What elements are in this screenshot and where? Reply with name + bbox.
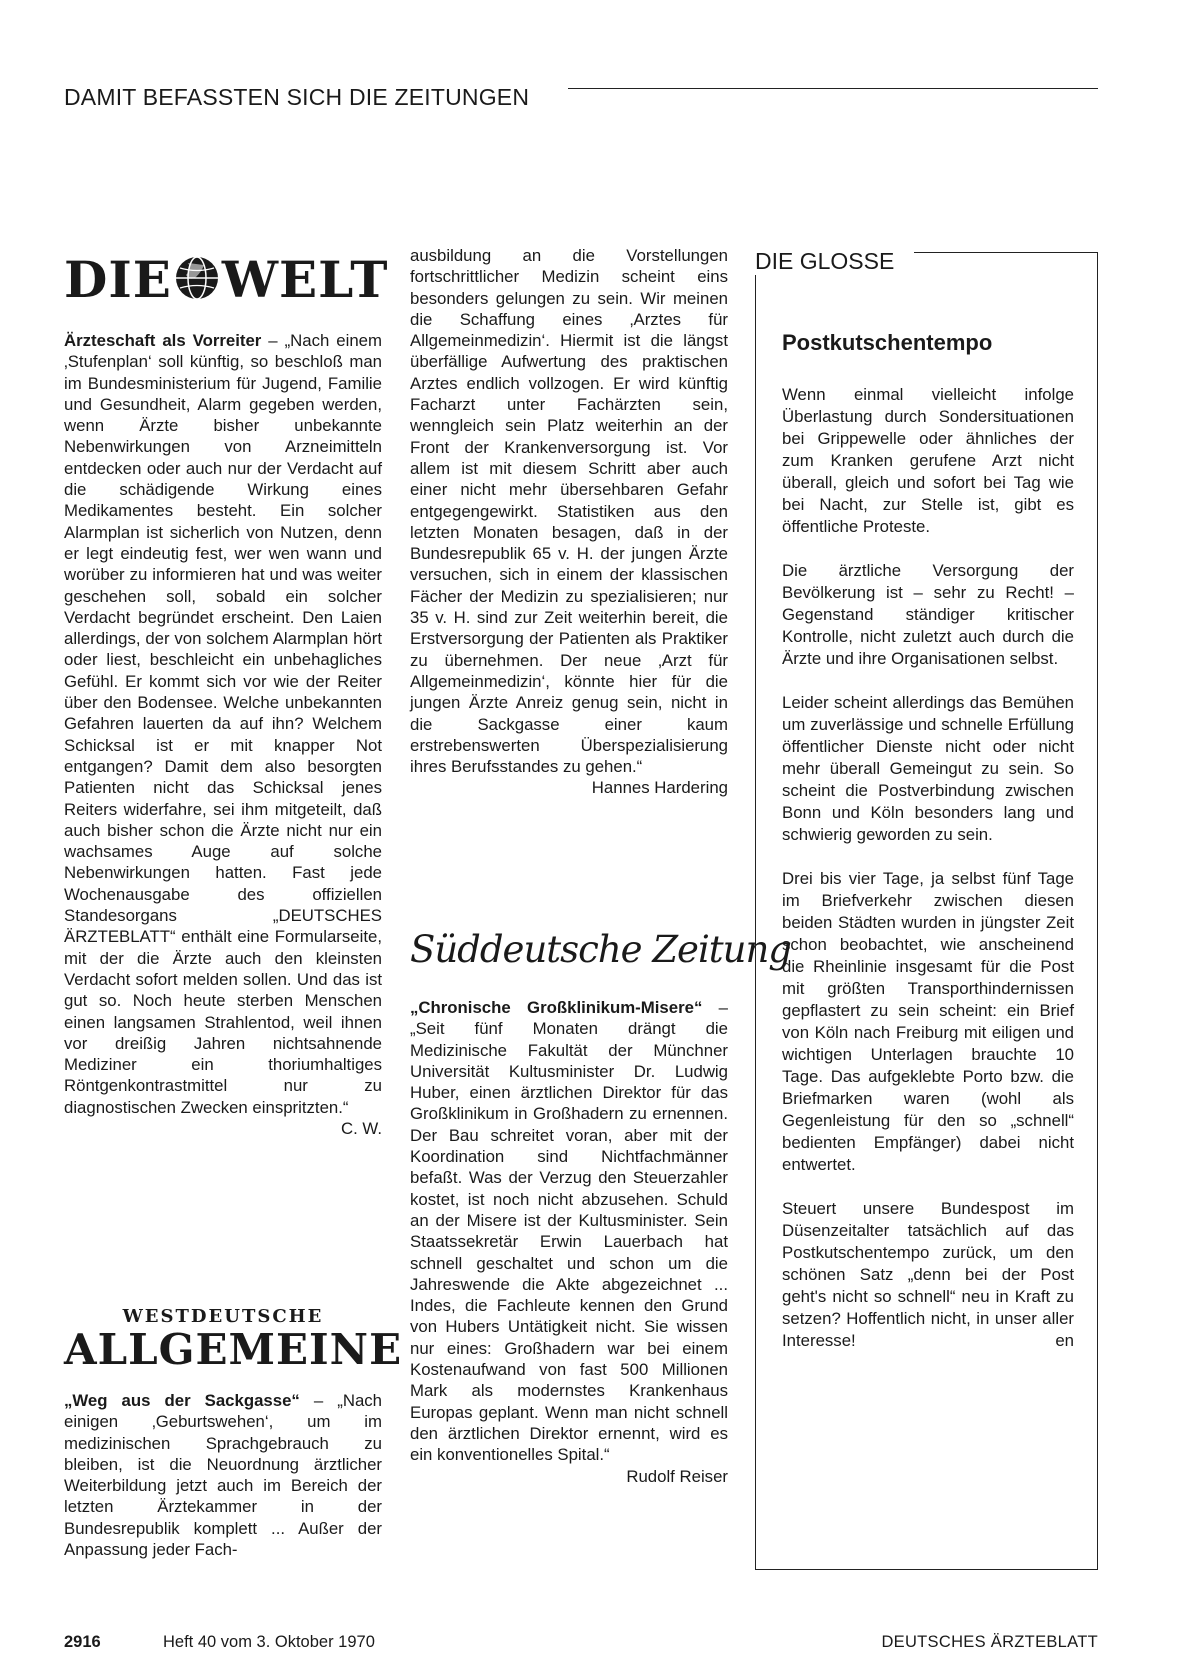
welt-article bbox=[64, 330, 382, 1139]
glosse-paragraph: Drei bis vier Tage, ja selbst fünf Tage im Briefverkehr zwischen diesen beiden Städten wurden in jüngster Zeit schon beobachtet, wie anscheinend die Rheinlinie insgesamt für die Post mit größten Transporthindernissen gepflastert zu sein scheint: ein Brief von Köln nach Freiburg mit eiligen und wichtigen Unterlagen brauchte 10 Tage. Das aufgeklebte Porto bzw. die Briefmarken waren (wohl als Gegenleistung für den so „schnell“ bedienten Empfänger) dabei nicht entwertet. bbox=[782, 869, 1074, 1174]
footer-page-number: 2916 bbox=[64, 1633, 101, 1651]
die-welt-logo bbox=[64, 250, 389, 310]
waz-article-body-1: – „Nach einigen ‚Geburtswehen‘, um im medizinischen Sprachgebrauch zu bleiben, ist die Neuordnung ärztlicher Weiterbildung jetzt auch im Bereich der letzten Ärztekammer in der Bundesrepublik komplett ... Außer der Anpassung jeder Fach- bbox=[64, 1391, 382, 1560]
section-header: DAMIT BEFASSTEN SICH DIE ZEITUNGEN bbox=[64, 84, 530, 110]
footer-issue: Heft 40 vom 3. Oktober 1970 bbox=[163, 1633, 375, 1651]
waz-logo-main: ALLGEMEINE bbox=[64, 1325, 403, 1374]
sueddeutsche-zeitung-logo: Süddeutsche Zeitung bbox=[410, 928, 791, 971]
waz-article-part1 bbox=[64, 1390, 382, 1560]
waz-article-body-2: ausbildung an die Vorstellungen fortschrittlicher Medizin scheint eins besonders gelungen zu sein. Wir meinen die Schaffung eines ‚Arztes für Allgemeinmedizin‘. Hiermit ist die längst überfällige Aufwertung des praktischen Arztes endlich vollzogen. Er wird künftig Facharzt unter Fachärzten sein, wenngleich sein Platz weiterhin an der Front der Krankenversorgung ist. Vor allem ist mit diesem Schritt aber auch einer nicht mehr übersehbaren Gefahr entgegengewirkt. Statistiken aus den letzten Monaten besagen, daß in der Bundesrepublik 65 v. H. der jungen Ärzte versuchen, sich in einem der klassischen Fächer der Medizin zu spezialisieren; nur 35 v. H. sind zur Zeit weiterhin bereit, die Erstversorgung der Patienten als Praktiker zu übernehmen. Der neue ‚Arzt für Allgemeinmedizin‘, könnte hier für die jungen Ärzte Anreiz genug sein, nicht in die Sackgasse einer kaum erstrebenswerten Überspezialisierung ihres Berufsstandes zu gehen.“ bbox=[410, 246, 728, 777]
waz-article-lead: „Weg aus der Sackgasse“ bbox=[64, 1391, 300, 1410]
glosse-top-rule bbox=[914, 252, 1098, 253]
waz-signature: Hannes Hardering bbox=[591, 778, 728, 798]
die-welt-logo-right: WELT bbox=[221, 250, 389, 309]
waz-logo-top: WESTDEUTSCHE bbox=[122, 1306, 324, 1327]
glosse-paragraph: Die ärztliche Versorgung der Bevölkerung ist – sehr zu Recht! – Gegenstand ständiger kritischer Kontrolle, nicht zuletzt auch durch die Ärzte und ihre Organisationen selbst. bbox=[782, 561, 1074, 668]
glosse-body bbox=[782, 384, 1074, 1352]
glosse-signature: en bbox=[1055, 1331, 1074, 1350]
glosse-paragraph: Wenn einmal vielleicht infolge Überlastung durch Sondersituationen bei Grippewelle oder ähnliches der zum Kranken gerufene Arzt nicht überall, gleich und sofort bei Tag wie bei Nacht, zur Stelle ist, gibt es öffentliche Proteste. bbox=[782, 385, 1074, 536]
sz-article bbox=[410, 997, 728, 1487]
globe-icon bbox=[174, 254, 220, 314]
waz-article-part2 bbox=[410, 245, 728, 799]
glosse-title: Postkutschentempo bbox=[782, 330, 993, 355]
header-rule bbox=[568, 88, 1098, 89]
die-welt-logo-left: DIE bbox=[64, 250, 172, 309]
welt-signature: C. W. bbox=[340, 1118, 382, 1138]
welt-article-lead: Ärzteschaft als Vorreiter bbox=[64, 331, 262, 350]
footer-publication: DEUTSCHES ÄRZTEBLATT bbox=[881, 1633, 1098, 1651]
glosse-paragraph: Steuert unsere Bundespost im Düsenzeitalter tatsächlich auf das Postkutschentempo zurück, um den schönen Satz „denn bei der Post geht's nicht so schnell“ neu in Kraft zu setzen? Hoffentlich nicht, in unser aller Interesse! bbox=[782, 1199, 1074, 1350]
sz-article-body: – „Seit fünf Monaten drängt die Medizinische Fakultät der Münchner Universität Kultusminister Dr. Ludwig Huber, einen ärztlichen Direktor für das Großklinikum in Großhadern zu ernennen. Der Bau schreitet voran, aber mit der Koordination sind Nichtfachmänner befaßt. Was der Verzug den Steuerzahler kostet, ist noch nicht abzusehen. Schuld an der Misere ist der Kultusminister. Sein Staatssekretär Erwin Lauerbach hat schnell geschaltet und schon um die Jahreswende die Akte abgezeichnet ... Indes, die Fachleute kennen den Grund von Hubers Untätigkeit nicht. Sie wissen nur eines: Großhadern war bei einem Kostenaufwand von fast 500 Millionen Mark als modernstes Krankenhaus Europas geplant. Wenn man nicht schnell den ärztlichen Direktor ernennt, wird es ein konventionelles Spital.“ bbox=[410, 998, 728, 1465]
welt-article-body: – „Nach einem ‚Stufenplan‘ soll künftig, so beschloß man im Bundesministerium für Jugend, Familie und Gesundheit, Alarm gegeben werden, wenn Ärzte bisher unbekannte Nebenwirkungen von Arzneimitteln entdecken oder auch nur der Verdacht auf die schädigende Wirkung eines Medikamentes besteht. Ein solcher Alarmplan ist sicherlich von Nutzen, denn er legt eindeutig fest, wer wen wann und worüber zu informieren hat und was weiter geschehen soll, sobald ein solcher Verdacht begründet erscheint. Den Laien allerdings, der von solchem Alarmplan hört oder liest, beschleicht ein unbehagliches Gefühl. Er kommt sich vor wie der Reiter über den Bodensee. Welche unbekannten Gefahren lauerten da auf ihn? Welchem Schicksal ist er mit knapper Not entgangen? Damit dem also besorgten Patienten nicht das Schicksal jenes Reiters widerfahre, sei ihm mitgeteilt, daß auch bisher schon die Ärzte nicht nur ein wachsames Auge auf solche Nebenwirkungen hatten. Fast jede Wochenausgabe des offiziellen Standesorgans „DEUTSCHES ÄRZTEBLATT“ enthält eine Formularseite, mit der die Ärzte auch den kleinsten Verdacht sofort melden sollen. Und das ist gut so. Noch heute sterben Menschen einen langsamen Strahlentod, weil ihnen vor dreißig Jahren nichtsahnende Mediziner ein thoriumhaltiges Röntgenkontrastmittel nur zu diagnostischen Zwecken einspritzten.“ bbox=[64, 331, 382, 1117]
sz-signature: Rudolf Reiser bbox=[626, 1466, 728, 1486]
glosse-label: DIE GLOSSE bbox=[755, 248, 898, 275]
sz-article-lead: „Chronische Großklinikum-Misere“ bbox=[410, 998, 703, 1017]
glosse-paragraph: Leider scheint allerdings das Bemühen um zuverlässige und schnelle Erfüllung öffentlicher Dienste nicht oder nicht mehr überall Gemeingut zu sein. So scheint die Postverbindung zwischen Bonn und Köln besonders lang und schwierig geworden zu sein. bbox=[782, 693, 1074, 844]
